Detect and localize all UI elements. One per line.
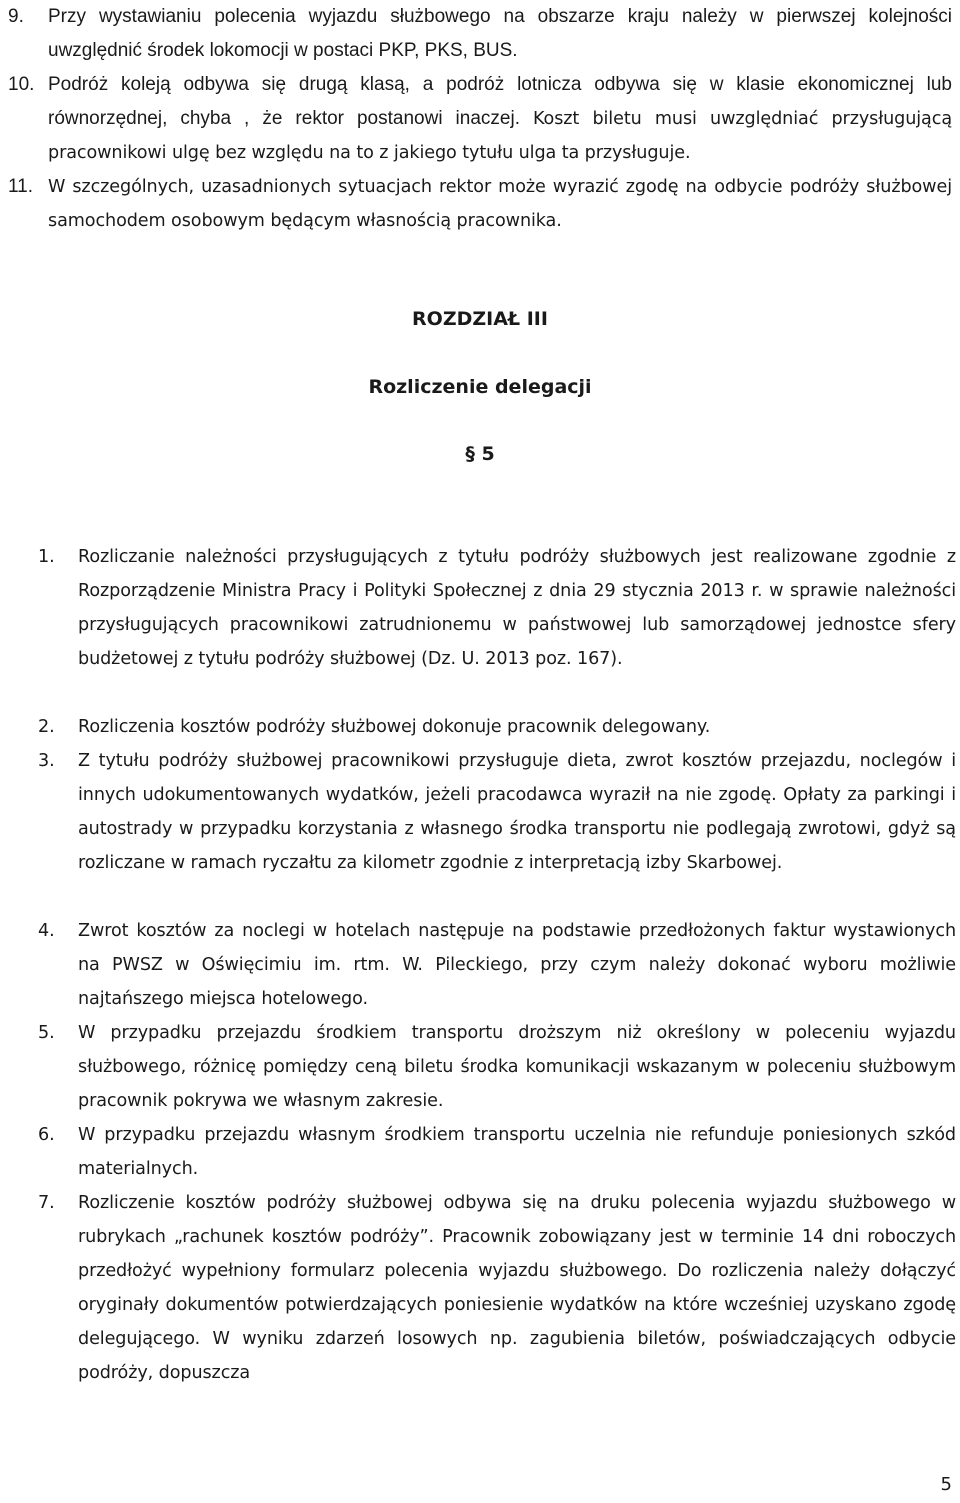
- list-item-7: [38, 1186, 956, 1390]
- list-item-3: [38, 744, 956, 880]
- list-item-text: Rozliczanie należności przysługujących z tytułu podróży służbowych jest realizowane zgodnie z Rozporządzenie Ministra Pracy i Polityki Społecznej z dnia 29 stycznia 2013 r. w sprawie należności przysługujących pracownikowi zatrudnionemu w państwowej lub samorządowej jednostce sfery budżetowej z tytułu podróży służbowej (Dz. U. 2013 poz. 167).: [78, 547, 956, 669]
- list-item-text: [48, 68, 952, 170]
- chapter-title: ROZDZIAŁ III: [412, 308, 548, 330]
- list-item-number: 7.: [38, 1193, 55, 1213]
- list-item-number: 3.: [38, 751, 55, 771]
- list-item-number: 9.: [8, 6, 24, 27]
- list-item-text: Zwrot kosztów za noclegi w hotelach następuje na podstawie przedłożonych faktur wystawionych na PWSZ w Oświęcimiu im. rtm. W. Pileckiego, przy czym należy dokonać wyboru możliwie najtańszego miejsca hotelowego.: [78, 921, 956, 1009]
- list-item-text: Przy wystawianiu polecenia wyjazdu służbowego na obszarze kraju należy w pierwszej kolejności uwzględnić środek lokomocji w postaci PKP, PKS, BUS.: [48, 6, 952, 61]
- list-item-text: Rozliczenia kosztów podróży służbowej dokonuje pracownik delegowany.: [78, 717, 711, 737]
- list-item-9: [8, 0, 952, 68]
- list-item-text-part-a: Podróż koleją odbywa się drugą klasą, a podróż lotnicza odbywa się w klasie ekonomicznej lub równorzędnej, chyba , że rektor postanowi inaczej.: [48, 74, 952, 129]
- list-item-number: 6.: [38, 1125, 55, 1145]
- list-item-text: Rozliczenie kosztów podróży służbowej odbywa się na druku polecenia wyjazdu służbowego w rubrykach „rachunek kosztów podróży”. Pracownik zobowiązany jest w terminie 14 dni roboczych przedłożyć wypełniony formularz polecenia wyjazdu służbowego. Do rozliczenia należy dołączyć oryginały dokumentów potwierdzających poniesienie wydatków na które wcześniej uzyskano zgodę delegującego. W wyniku zdarzeń losowych np. zagubienia biletów, poświadczających odbycie podróży, dopuszcza: [78, 1193, 956, 1383]
- list-item-1: [38, 540, 956, 676]
- list-item-2: [38, 710, 956, 744]
- list-item-4: [38, 914, 956, 1016]
- list-item-number: 1.: [38, 547, 55, 567]
- list-item-6: [38, 1118, 956, 1186]
- section-number: § 5: [465, 443, 495, 465]
- list-item-text: W szczególnych, uzasadnionych sytuacjach rektor może wyrazić zgodę na odbycie podróży służbowej samochodem osobowym będącym własnością pracownika.: [48, 177, 952, 231]
- list-item-text: W przypadku przejazdu środkiem transportu droższym niż określony w poleceniu wyjazdu służbowego, różnicę pomiędzy ceną biletu środka komunikacji wskazanym w poleceniu służbowym pracownik pokrywa we własnym zakresie.: [78, 1023, 956, 1111]
- list-item-11: [8, 170, 952, 238]
- list-item-text-part-b: Koszt biletu musi uwzględniać przysługującą pracownikowi ulgę bez względu na to z jakiego tytułu ulga ta przysługuje.: [48, 109, 952, 163]
- list-item-text: Z tytułu podróży służbowej pracownikowi przysługuje dieta, zwrot kosztów przejazdu, noclegów i innych udokumentowanych wydatków, jeżeli pracodawca wyraził na nie zgodę. Opłaty za parkingi i autostrady w przypadku korzystania z własnego środka transportu nie podlegają zwrotowi, gdyż są rozliczane w ramach ryczałtu za kilometr zgodnie z interpretacją izby Skarbowej.: [78, 751, 956, 873]
- list-item-number: 5.: [38, 1023, 55, 1043]
- list-item-text: W przypadku przejazdu własnym środkiem transportu uczelnia nie refunduje poniesionych szkód materialnych.: [78, 1125, 956, 1179]
- list-item-number: 10.: [8, 74, 35, 95]
- list-item-number: 11.: [8, 176, 34, 197]
- page-number: 5: [940, 1474, 952, 1495]
- list-item-10: [8, 68, 952, 170]
- chapter-subtitle: Rozliczenie delegacji: [368, 376, 592, 398]
- list-item-number: 2.: [38, 717, 55, 737]
- list-item-number: 4.: [38, 921, 55, 941]
- list-item-5: [38, 1016, 956, 1118]
